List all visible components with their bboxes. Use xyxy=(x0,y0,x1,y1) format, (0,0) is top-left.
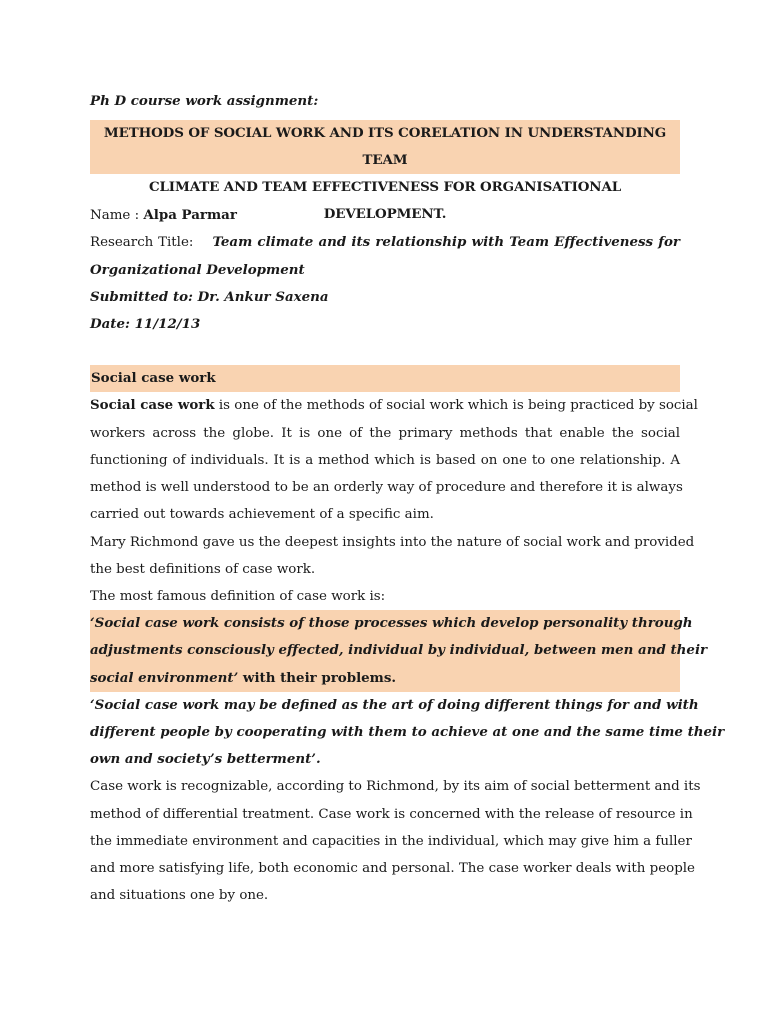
p2-line-1: Mary Richmond gave us the deepest insights into the nature of social work and provided xyxy=(90,534,695,550)
submitted-to: Submitted to: Dr. Ankur Saxena xyxy=(90,288,329,305)
q2-line-2: different people by cooperating with them to achieve at one and the same time their xyxy=(90,723,725,740)
document-content xyxy=(90,88,725,909)
q1-line-2: adjustments consciously effected, individual by individual, between men and their xyxy=(90,642,708,659)
q1-line-3-italic: social environment’ xyxy=(90,669,239,686)
quote-1-highlight xyxy=(90,610,708,692)
name-label: Name : xyxy=(90,208,144,223)
research-title-value-2: Organizational Development xyxy=(90,261,305,278)
p4-line-1: Case work is recognizable, according to Richmond, by its aim of social betterment and its xyxy=(90,779,701,795)
submission-date: Date: 11/12/13 xyxy=(90,316,201,333)
research-title-label: Research Title: xyxy=(90,235,194,251)
p4-line-3: the immediate environment and capacities in the individual, which may give him a fuller xyxy=(90,833,692,849)
q1-line-1: ‘Social case work consists of those processes which develop personality through xyxy=(90,615,693,632)
q2-line-1: ‘Social case work may be defined as the art of doing different things for and with xyxy=(90,696,699,713)
p4-line-2: method of differential treatment. Case work is concerned with the release of resource in xyxy=(90,806,693,822)
section-body xyxy=(90,392,725,909)
p1-line-1-text: is one of the methods of social work which is being practiced by social xyxy=(214,398,698,414)
course-label: Ph D course work assignment: xyxy=(90,93,319,109)
q1-line-3-rest: with their problems. xyxy=(238,669,397,686)
p1-bold-term: Social case work xyxy=(90,397,215,414)
title-line-1: METHODS OF SOCIAL WORK AND ITS CORELATION IN UNDERSTANDING TEAM xyxy=(103,125,667,168)
p1-line-3: functioning of individuals. It is a method which is based on one to one relationship. A xyxy=(90,452,680,468)
research-title-row xyxy=(90,229,680,256)
research-title-value-1: Team climate and its relationship with Team Effectiveness for xyxy=(212,234,680,251)
p1-line-2: workers across the globe. It is one of the primary methods that enable the social xyxy=(90,425,680,441)
p1-line-4: method is well understood to be an orderly way of procedure and therefore it is always xyxy=(90,480,683,496)
q1-line-3 xyxy=(90,665,680,692)
name-value: Alpa Parmar xyxy=(143,207,237,223)
p4-line-4: and more satisfying life, both economic and personal. The case worker deals with people xyxy=(90,860,695,876)
p4-line-5: and situations one by one. xyxy=(90,888,269,904)
title-line-2: CLIMATE AND TEAM EFFECTIVENESS FOR ORGANISATIONAL DEVELOPMENT. xyxy=(148,179,622,222)
section-heading: Social case work xyxy=(90,365,680,392)
p3-line: The most famous definition of case work is: xyxy=(90,588,386,604)
p1-line-1 xyxy=(90,392,698,419)
p2-line-2: the best definitions of case work. xyxy=(90,561,316,577)
q2-line-3: own and society’s betterment’. xyxy=(90,751,321,768)
p1-line-5: carried out towards achievement of a specific aim. xyxy=(90,507,434,523)
